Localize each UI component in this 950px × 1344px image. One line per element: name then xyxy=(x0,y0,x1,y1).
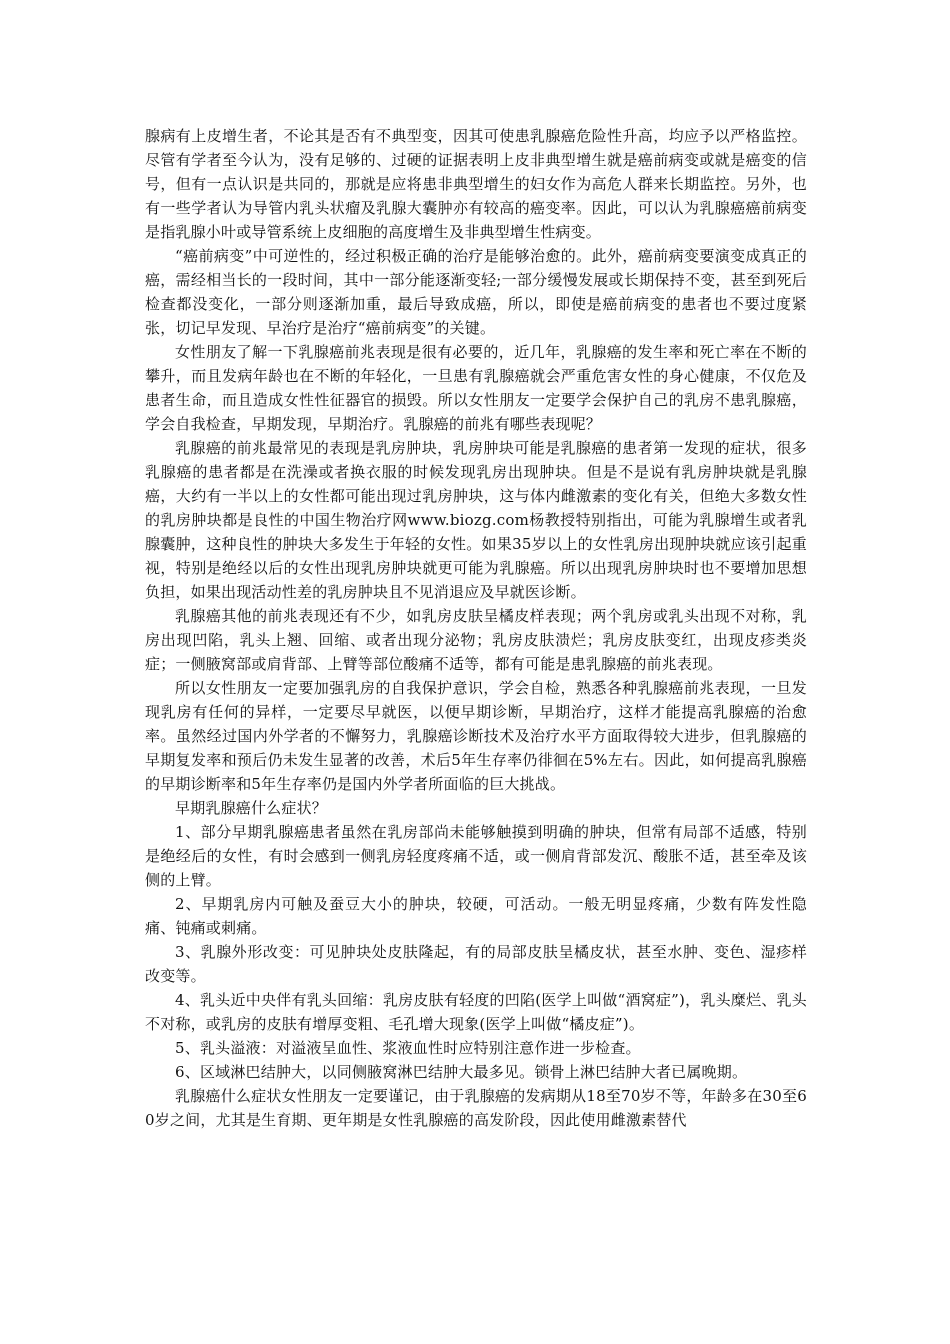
list-item: 5、乳头溢液：对溢液呈血性、浆液血性时应特别注意作进一步检查。 xyxy=(175,1039,641,1057)
paragraph: 腺病有上皮增生者，不论其是否有不典型变，因其可使患乳腺癌危险性升高，均应予以严格监控。尽管有学者至今认为，没有足够的、过硬的证据表明上皮非典型增生就是癌前病变或就是癌变的信号，但有一点认识是共同的，那就是应将患非典型增生的妇女作为高危人群来长期监控。另外，也有一些学者认为导管内乳头状瘤及乳腺大囊肿亦有较高的癌变率。因此，可以认为乳腺癌癌前病变是指乳腺小叶或导管系统上皮细胞的高度增生及非典型增生性病变。 xyxy=(145,127,807,241)
paragraph: 乳腺癌其他的前兆表现还有不少，如乳房皮肤呈橘皮样表现；两个乳房或乳头出现不对称，乳房出现凹陷，乳头上翘、回缩、或者出现分泌物；乳房皮肤溃烂；乳房皮肤变红，出现皮疹类炎症；一侧腋窝部或肩背部、上臂等部位酸痛不适等，都有可能是患乳腺癌的前兆表现。 xyxy=(145,607,807,673)
list-item: 3、乳腺外形改变：可见肿块处皮肤隆起，有的局部皮肤呈橘皮状，甚至水肿、变色、湿疹样改变等。 xyxy=(145,943,807,985)
document-body xyxy=(145,124,807,1132)
paragraph: 乳腺癌什么症状女性朋友一定要谨记，由于乳腺癌的发病期从18至70岁不等，年龄多在30至60岁之间，尤其是生育期、更年期是女性乳腺癌的高发阶段，因此使用雌激素替代 xyxy=(145,1087,807,1129)
paragraph: 乳腺癌的前兆最常见的表现是乳房肿块，乳房肿块可能是乳腺癌的患者第一发现的症状，很多乳腺癌的患者都是在洗澡或者换衣服的时候发现乳房出现肿块。但是不是说有乳房肿块就是乳腺癌，大约有一半以上的女性都可能出现过乳房肿块，这与体内雌激素的变化有关，但绝大多数女性的乳房肿块都是良性的中国生物治疗网www.biozg.com杨教授特别指出，可能为乳腺增生或者乳腺囊肿，这种良性的肿块大多发生于年轻的女性。如果35岁以上的女性乳房出现肿块就应该引起重视，特别是绝经以后的女性出现乳房肿块就更可能为乳腺癌。所以出现乳房肿块时也不要增加思想负担，如果出现活动性差的乳房肿块且不见消退应及早就医诊断。 xyxy=(145,439,807,601)
list-item: 4、乳头近中央伴有乳头回缩：乳房皮肤有轻度的凹陷(医学上叫做“酒窝症”)，乳头糜烂、乳头不对称，或乳房的皮肤有增厚变粗、毛孔增大现象(医学上叫做“橘皮症”)。 xyxy=(145,991,807,1033)
list-item: 6、区域淋巴结肿大，以同侧腋窝淋巴结肿大最多见。锁骨上淋巴结肿大者已属晚期。 xyxy=(175,1063,748,1081)
paragraph: 女性朋友了解一下乳腺癌前兆表现是很有必要的，近几年，乳腺癌的发生率和死亡率在不断的攀升，而且发病年龄也在不断的年轻化，一旦患有乳腺癌就会严重危害女性的身心健康，不仅危及患者生命，而且造成女性性征器官的损毁。所以女性朋友一定要学会保护自己的乳房不患乳腺癌，学会自我检查，早期发现，早期治疗。乳腺癌的前兆有哪些表现呢？ xyxy=(145,343,807,433)
paragraph: “癌前病变”中可逆性的，经过积极正确的治疗是能够治愈的。此外，癌前病变要演变成真正的癌，需经相当长的一段时间，其中一部分能逐渐变轻;一部分缓慢发展或长期保持不变，甚至到死后检查都没变化，一部分则逐渐加重，最后导致成癌，所以，即使是癌前病变的患者也不要过度紧张，切记早发现、早治疗是治疗“癌前病变”的关键。 xyxy=(145,247,807,337)
list-item: 1、部分早期乳腺癌患者虽然在乳房部尚未能够触摸到明确的肿块，但常有局部不适感，特别是绝经后的女性，有时会感到一侧乳房轻度疼痛不适，或一侧肩背部发沉、酸胀不适，甚至牵及该侧的上臂。 xyxy=(145,823,807,889)
list-item: 2、早期乳房内可触及蚕豆大小的肿块，较硬，可活动。一般无明显疼痛，少数有阵发性隐痛、钝痛或刺痛。 xyxy=(145,895,807,937)
paragraph: 所以女性朋友一定要加强乳房的自我保护意识，学会自检，熟悉各种乳腺癌前兆表现，一旦发现乳房有任何的异样，一定要尽早就医，以便早期诊断，早期治疗，这样才能提高乳腺癌的治愈率。虽然经过国内外学者的不懈努力，乳腺癌诊断技术及治疗水平方面取得较大进步，但乳腺癌的早期复发率和预后仍未发生显著的改善，术后5年生存率仍徘徊在5%左右。因此，如何提高乳腺癌的早期诊断率和5年生存率仍是国内外学者所面临的巨大挑战。 xyxy=(145,679,807,793)
section-heading: 早期乳腺癌什么症状？ xyxy=(175,799,328,817)
